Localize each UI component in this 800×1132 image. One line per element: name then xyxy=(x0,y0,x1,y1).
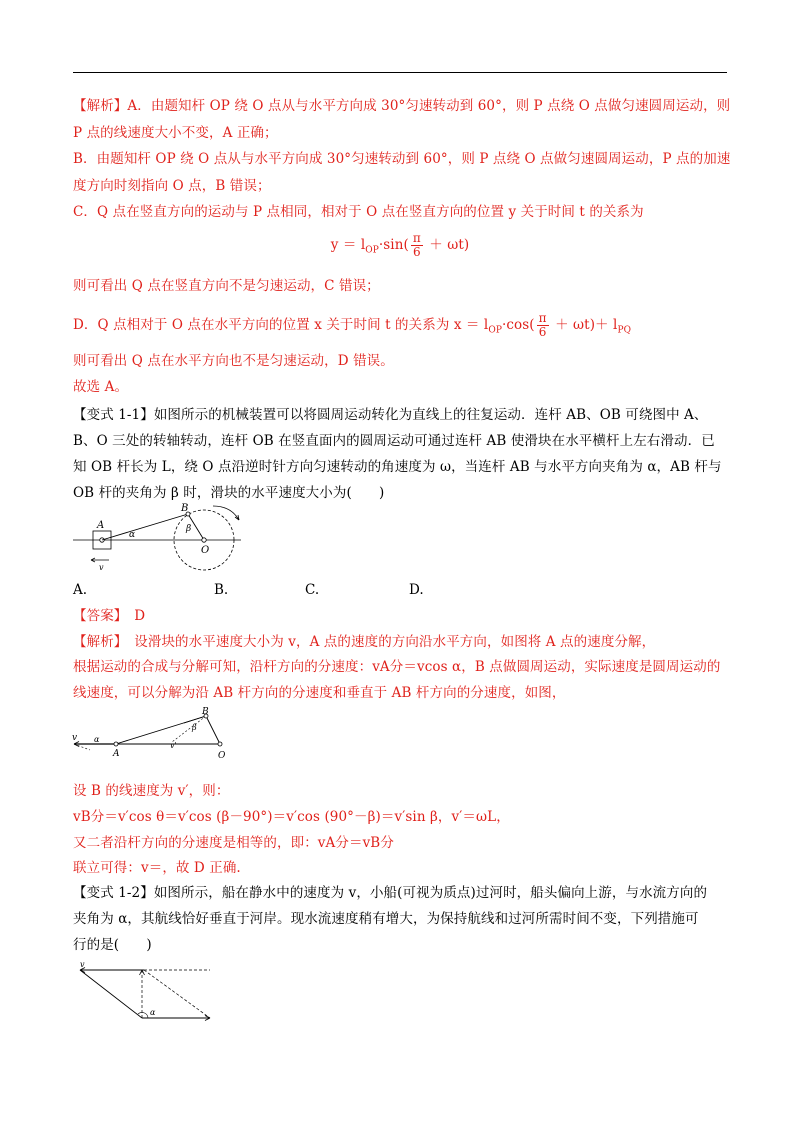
explanation-line3: 线速度，可以分解为沿 AB 杆方向的分速度和垂直于 AB 杆方向的分速度，如图， xyxy=(73,685,566,701)
label-a: A xyxy=(113,749,120,759)
pivot-a xyxy=(114,742,118,746)
analysis-d-line2: 则可看出 Q 点在水平方向也不是匀速运动，D 错误。 xyxy=(73,353,394,369)
explanation-line2: 根据运动的合成与分解可知，沿杆方向的分速度：vA分＝vcos α，B 点做圆周运动，实际速度是圆周运动的 xyxy=(73,659,721,675)
b-component-arrow xyxy=(184,716,206,723)
label-o: O xyxy=(218,751,226,761)
choice-c[interactable]: C. xyxy=(305,582,320,598)
variant-1-1-line1: 【变式 1-1】如图所示的机械装置可以将圆周运动转化为直线上的往复运动．连杆 AB、OB 可绕图中 A、 xyxy=(73,407,708,423)
label-b: B xyxy=(202,707,209,717)
analysis-c-formula: $y = l_{OP}\cdot\sin$( $\frac{\pi}{6}$ ＋ ωt) xyxy=(330,231,470,259)
analysis-b-line2: 度方向时刻指向 O 点，B 错误； xyxy=(73,178,271,194)
label-vprime: v' xyxy=(170,741,177,750)
label-b: B xyxy=(181,503,189,514)
choice-b[interactable]: B. xyxy=(214,582,229,598)
analysis-c-line3: 则可看出 Q 点在竖直方向不是匀速运动，C 错误； xyxy=(73,278,380,294)
rod-ab xyxy=(102,514,188,540)
label-beta: β xyxy=(186,524,192,534)
explanation-line7: 联立可得：v＝，故 D 正确. xyxy=(73,860,241,876)
mechanism-figure xyxy=(73,500,253,575)
label-alpha: α xyxy=(94,735,100,744)
variant-1-2-line2: 夹角为 α，其航线恰好垂直于河岸。现水流速度稍有增大，为保持航线和过河所需时间不变，下列措施可 xyxy=(73,911,699,927)
label-a: A xyxy=(97,520,105,531)
label-o: O xyxy=(201,545,210,556)
choice-a[interactable]: A. xyxy=(73,582,88,598)
header-rule xyxy=(73,72,727,73)
variant-1-1-line3: 知 OB 杆长为 L，绕 O 点沿逆时针方向匀速转动的角速度为 ω，当连杆 AB 与水平方向夹角为 α，AB 杆与 xyxy=(73,459,722,475)
parallelogram-left xyxy=(80,970,142,1018)
boat-velocity-figure xyxy=(72,958,222,1024)
label-v: v xyxy=(99,563,104,572)
analysis-b-line1: B．由题知杆 OP 绕 O 点从与水平方向成 30°匀速转动到 60°，则 P 点绕 O 点做匀速圆周运动，P 点的加速 xyxy=(73,151,731,167)
pivot-o xyxy=(202,538,206,542)
rod-ob xyxy=(206,716,220,744)
velocity-decomposition-figure xyxy=(72,706,232,762)
label-v: v xyxy=(72,733,78,743)
label-alpha: α xyxy=(129,530,136,540)
analysis-c-line1: C．Q 点在竖直方向的运动与 P 点相同，相对于 O 点在竖直方向的位置 y 关于时间 t 的关系为 xyxy=(73,204,644,220)
variant-1-1-line2: B、O 三处的转轴转动，连杆 OB 在竖直面内的圆周运动可通过连杆 AB 使滑块在水平横杆上左右滑动．已 xyxy=(73,433,715,449)
variant-1-1-line4: OB 杆的夹角为 β 时，滑块的水平速度大小为( ) xyxy=(73,485,385,501)
answer-line: 【答案】 D xyxy=(73,608,146,624)
choice-d[interactable]: D. xyxy=(409,582,424,598)
label-alpha: α xyxy=(150,1008,156,1017)
explanation-line4: 设 B 的线速度为 v′，则： xyxy=(73,783,230,799)
explanation-line1: 【解析】 设滑块的水平速度大小为 v，A 点的速度的方向沿水平方向，如图将 A 点的速度分解， xyxy=(73,634,656,650)
analysis-a-line2: P 点的线速度大小不变，A 正确； xyxy=(73,125,278,141)
label-v: v xyxy=(80,960,85,969)
pivot-o xyxy=(218,742,222,746)
analysis-d-line3: 故选 A。 xyxy=(73,379,129,395)
variant-1-2-line1: 【变式 1-2】如图所示，船在静水中的速度为 v，小船(可视为质点)过河时，船头偏向上游，与水流方向的 xyxy=(73,885,708,901)
rotation-arrow xyxy=(213,506,239,520)
label-beta: β xyxy=(192,723,197,732)
variant-1-2-line3: 行的是( ) xyxy=(73,937,152,953)
analysis-a-line1: 【解析】A．由题知杆 OP 绕 O 点从与水平方向成 30°匀速转动到 60°，则 P 点绕 O 点做匀速圆周运动，则 xyxy=(73,98,731,114)
explanation-line5: vB分＝v′cos θ＝v′cos (β－90°)＝v′cos (90°－β)＝v′sin β，v′＝ωL， xyxy=(73,809,510,825)
analysis-d-line1: D．Q 点相对于 O 点在水平方向的位置 x 关于时间 t 的关系为 $x = l_{OP}\cdot\cos$( $\frac{\pi}{6}$ ＋ $\omega t)+ l_{PQ}$ xyxy=(73,311,632,339)
vprime-dashed xyxy=(172,716,206,742)
explanation-line6: 又二者沿杆方向的分速度是相等的，即：vA分＝vB分 xyxy=(73,835,394,851)
angle-arc xyxy=(138,1012,148,1018)
